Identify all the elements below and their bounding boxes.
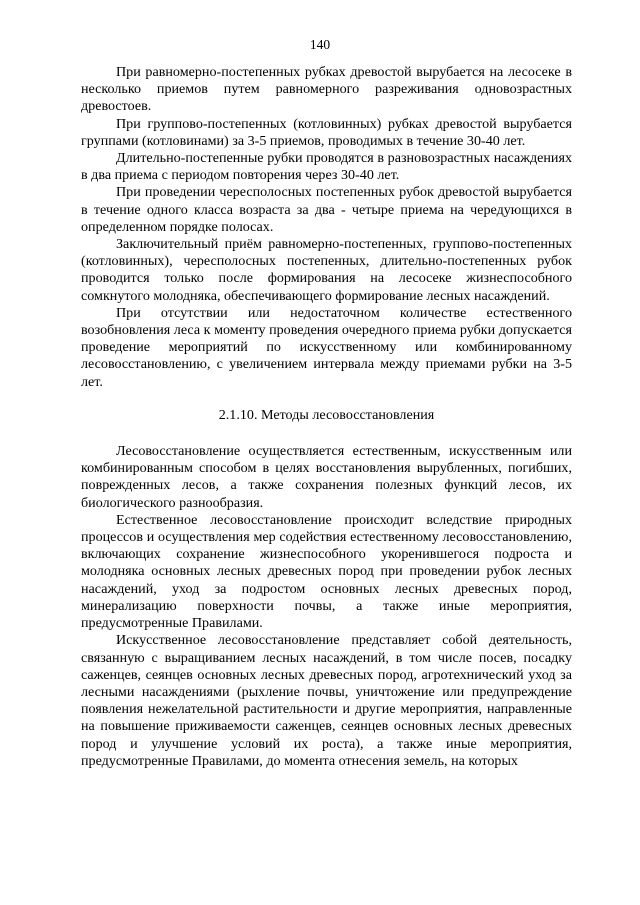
paragraph: При равномерно-постепенных рубках древостой вырубается на лесосеке в несколько приемов путем равномерного разреживания одновозрастных древостоев. (81, 64, 572, 115)
paragraph: Искусственное лесовосстановление представляет собой деятельность, связанную с выращиванием лесных насаждений, в том числе посев, посадку саженцев, сеянцев основных лесных древесных пород, агротехнический уход за лесными насаждениями (рыхление почвы, уничтожение или предупреждение появления нежелательной растительности и другие мероприятия, направленные на повышение приживаемости саженцев, сеянцев основных лесных древесных пород и улучшение условий их роста), а также иные мероприятия, предусмотренные Правилами, до момента отнесения земель, на которых (81, 632, 572, 769)
paragraph: При проведении чересполосных постепенных рубок древостой вырубается в течение одного класса возраста за два - четыре приема на чередующихся в определенном порядке полосах. (81, 184, 572, 235)
paragraph: Естественное лесовосстановление происходит вследствие природных процессов и осуществления мер содействия естественному лесовосстановлению, включающих сохранение жизнеспособного укоренившегося подроста и молодняка основных лесных древесных пород при проведении рубок лесных насаждений, уход за подростом основных лесных древесных пород, минерализацию поверхности почвы, а также иные мероприятия, предусмотренные Правилами. (81, 511, 572, 632)
page-number: 140 (309, 37, 331, 52)
paragraph: Длительно-постепенные рубки проводятся в разновозрастных насаждениях в два приема с периодом повторения через 30-40 лет. (81, 150, 572, 184)
paragraph: Лесовосстановление осуществляется естественным, искусственным или комбинированным способом в целях восстановления вырубленных, погибших, поврежденных лесов, а также сохранения полезных функций лесов, их биологического разнообразия. (81, 443, 572, 511)
paragraph: При отсутствии или недостаточном количестве естественного возобновления леса к моменту проведения очередного приема рубки допускается проведение мероприятий по искусственному или комбинированному лесовосстановлению, с увеличением интервала между приемами рубки на 3-5 лет. (81, 304, 572, 390)
paragraph: При группово-постепенных (котловинных) рубках древостой вырубается группами (котловинами) за 3-5 приемов, проводимых в течение 30-40 лет. (81, 115, 572, 149)
document-body (81, 64, 572, 770)
section-heading: 2.1.10. Методы лесовосстановления (218, 406, 435, 423)
paragraph: Заключительный приём равномерно-постепенных, группово-постепенных (котловинных), чересполосных постепенных, длительно-постепенных рубок проводится только после формирования на лесосеке жизнеспособного сомкнутого молодняка, обеспечивающего формирование лесных насаждений. (81, 236, 572, 304)
